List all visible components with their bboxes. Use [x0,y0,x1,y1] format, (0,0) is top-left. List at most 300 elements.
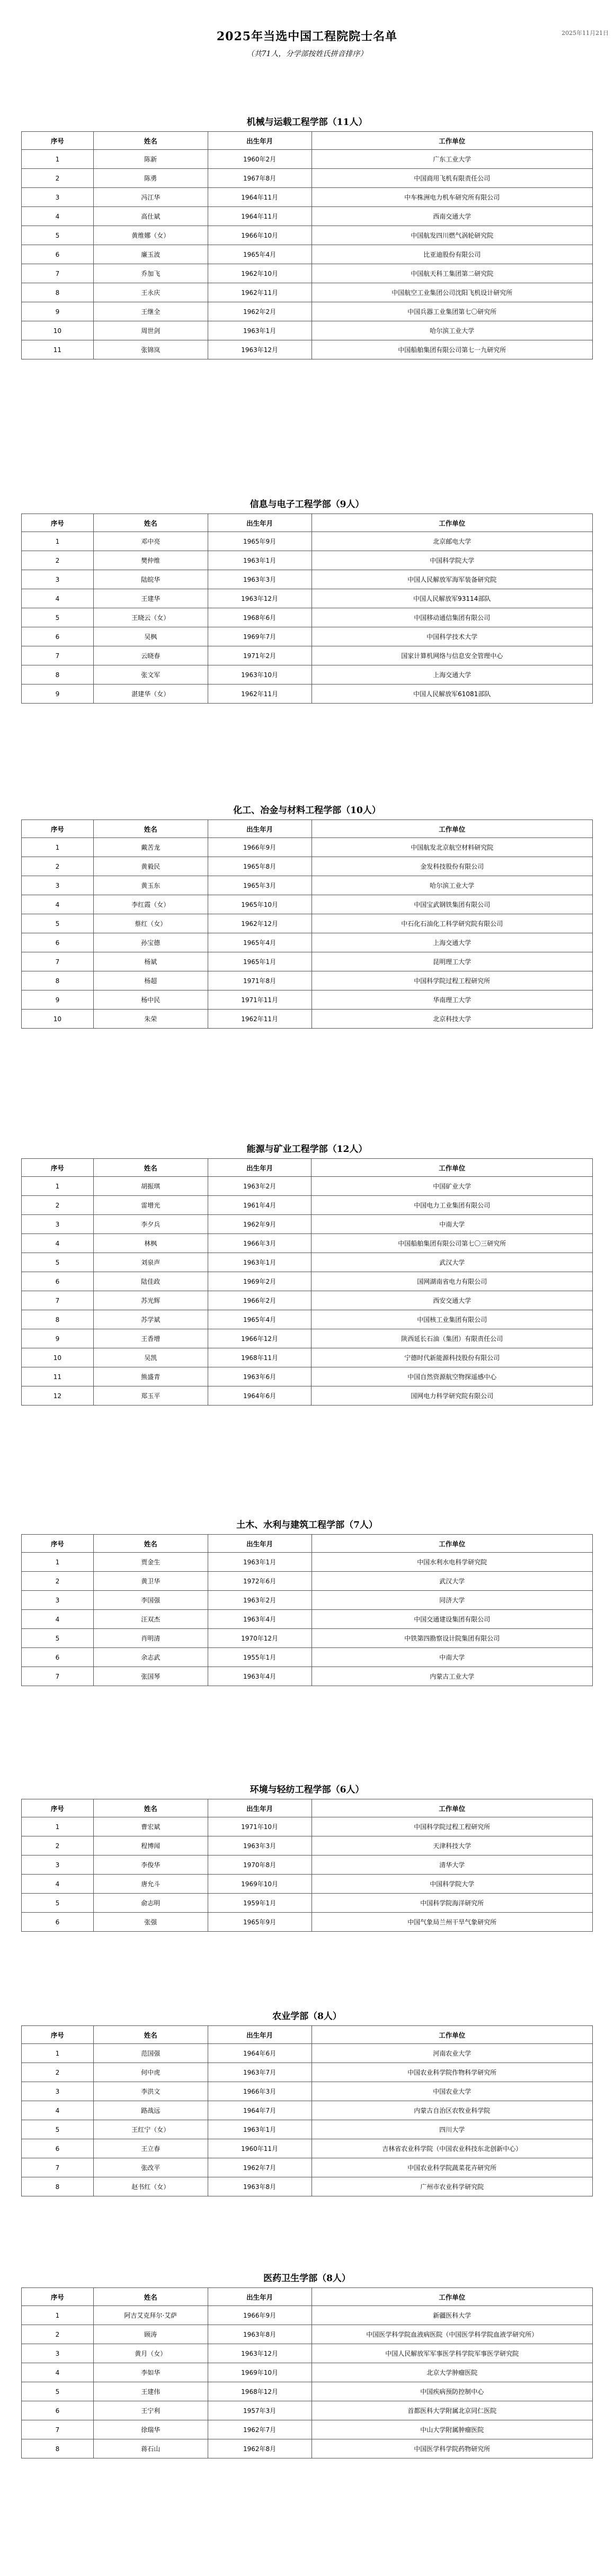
cell-index: 1 [22,1553,94,1572]
section-title: 农业学部（8人） [272,2011,342,2022]
cell-affiliation: 华南理工大学 [312,990,592,1010]
cell-birth: 1972年6月 [208,1572,312,1591]
cell-birth: 1965年8月 [208,857,312,876]
table-row [22,1367,593,1386]
header-index: 序号 [22,132,94,150]
cell-birth: 1963年3月 [208,570,312,589]
cell-index: 8 [22,971,94,990]
academician-table [21,131,593,359]
section-title: 信息与电子工程学部（9人） [250,499,364,510]
cell-index: 10 [22,1010,94,1029]
table-row [22,1875,593,1894]
cell-affiliation: 中国船舶集团有限公司第七一九研究所 [312,340,592,359]
cell-birth: 1962年9月 [208,1215,312,1234]
table-row [22,2120,593,2139]
cell-index: 3 [22,188,94,207]
table-header-row [22,2026,593,2044]
header-index: 序号 [22,2026,94,2044]
cell-birth: 1965年4月 [208,245,312,264]
cell-index: 2 [22,2063,94,2082]
cell-birth: 1963年8月 [208,2177,312,2196]
cell-affiliation: 中南大学 [312,1648,593,1667]
table-row [22,895,593,914]
cell-name: 苏学斌 [93,1310,208,1329]
cell-name: 俞志明 [93,1894,208,1913]
table-row [22,169,593,188]
cell-index: 5 [22,2382,94,2401]
cell-birth: 1966年2月 [208,1291,312,1310]
cell-birth: 1963年12月 [208,2344,312,2363]
section-title: 土木、水利与建筑工程学部（7人） [236,1520,378,1530]
cell-birth: 1965年4月 [208,1310,312,1329]
cell-birth: 1963年4月 [208,1610,312,1629]
cell-index: 6 [22,1272,94,1291]
cell-index: 10 [22,1348,94,1367]
cell-name: 黄毅民 [93,857,208,876]
table-row [22,627,593,646]
table-row [22,1817,593,1836]
academician-table [21,1158,593,1406]
table-row [22,1894,593,1913]
table-row [22,990,593,1010]
table-row [22,1591,593,1610]
cell-index: 8 [22,665,94,684]
cell-affiliation: 中国航空工业集团公司沈阳飞机设计研究所 [312,283,592,302]
cell-birth: 1966年9月 [208,838,312,857]
header-index: 序号 [22,820,94,838]
section-3 [21,801,593,1029]
cell-affiliation: 中国科学院海洋研究所 [312,1894,593,1913]
table-row [22,1667,593,1686]
cell-birth: 1961年4月 [208,1196,312,1215]
cell-name: 黄月（女） [93,2344,208,2363]
cell-index: 4 [22,589,94,608]
cell-name: 汪双杰 [93,1610,208,1629]
cell-birth: 1962年7月 [208,2158,312,2177]
section-title: 机械与运载工程学部（11人） [246,117,368,128]
cell-birth: 1955年1月 [208,1648,312,1667]
table-row [22,264,593,283]
cell-index: 8 [22,2177,94,2196]
cell-name: 李俊华 [93,1856,208,1875]
table-row [22,321,593,340]
cell-name: 贾金生 [93,1553,208,1572]
cell-name: 廉玉波 [93,245,208,264]
cell-birth: 1965年4月 [208,933,312,952]
cell-birth: 1969年10月 [208,1875,312,1894]
cell-index: 4 [22,895,94,914]
cell-birth: 1962年11月 [208,283,312,302]
cell-affiliation: 中南大学 [312,1215,593,1234]
table-row [22,340,593,359]
cell-name: 阿吉艾克拜尔·艾萨 [93,2306,208,2325]
section-5 [21,1516,593,1686]
cell-name: 樊仲维 [93,551,208,570]
cell-affiliation: 中国电力工业集团有限公司 [312,1196,593,1215]
cell-affiliation: 哈尔滨工业大学 [312,876,592,895]
cell-name: 吴凯 [93,1348,208,1367]
cell-name: 唐允斗 [93,1875,208,1894]
cell-affiliation: 昆明理工大学 [312,952,592,971]
cell-affiliation: 中国农业科学院作物科学研究所 [312,2063,593,2082]
cell-name: 程博闻 [93,1836,208,1856]
cell-index: 1 [22,2306,94,2325]
cell-birth: 1968年11月 [208,1348,312,1367]
table-row [22,2082,593,2101]
cell-birth: 1971年10月 [208,1817,312,1836]
cell-birth: 1963年8月 [208,2325,312,2344]
cell-birth: 1962年8月 [208,2439,312,2458]
cell-index: 3 [22,1856,94,1875]
header-affiliation: 工作单位 [312,1535,593,1553]
cell-affiliation: 北京邮电大学 [312,532,593,551]
cell-name: 熊盛青 [93,1367,208,1386]
cell-index: 6 [22,933,94,952]
cell-affiliation: 中国人民解放军军事医学科学院军事医学研究院 [312,2344,593,2363]
cell-affiliation: 广州市农业科学研究院 [312,2177,593,2196]
header-birth: 出生年月 [208,2288,312,2306]
cell-index: 3 [22,1591,94,1610]
cell-affiliation: 中国人民解放军61081部队 [312,684,593,704]
cell-affiliation: 西南交通大学 [312,207,592,226]
cell-birth: 1962年11月 [208,1010,312,1029]
cell-birth: 1963年2月 [208,1177,312,1196]
header-name: 姓名 [93,2288,208,2306]
cell-name: 蒋石山 [93,2439,208,2458]
cell-name: 王晓云（女） [93,608,208,627]
cell-name: 张锦岚 [93,340,208,359]
section-title: 环境与轻纺工程学部（6人） [250,1785,364,1795]
table-header-row [22,2288,593,2306]
document-title: 2025年当选中国工程院院士名单 [216,30,398,43]
table-row [22,857,593,876]
cell-birth: 1968年6月 [208,608,312,627]
cell-name: 吴枫 [93,627,208,646]
cell-affiliation: 中国自然资源航空物探遥感中心 [312,1367,593,1386]
cell-birth: 1965年10月 [208,895,312,914]
cell-affiliation: 中国医学科学院血液病医院（中国医学科学院血液学研究所） [312,2325,593,2344]
table-row [22,2177,593,2196]
cell-index: 7 [22,264,94,283]
cell-birth: 1966年9月 [208,2306,312,2325]
table-row [22,532,593,551]
table-header-row [22,1535,593,1553]
header-affiliation: 工作单位 [312,2026,593,2044]
academician-table [21,2287,593,2458]
cell-name: 张文军 [93,665,208,684]
cell-birth: 1971年11月 [208,990,312,1010]
cell-affiliation: 中石化石油化工科学研究院有限公司 [312,914,592,933]
table-row [22,1234,593,1253]
cell-index: 8 [22,283,94,302]
cell-index: 3 [22,570,94,589]
cell-name: 黄玉东 [93,876,208,895]
section-7 [21,2007,593,2196]
header-name: 姓名 [93,514,208,532]
cell-index: 2 [22,2325,94,2344]
header-affiliation: 工作单位 [312,1799,593,1817]
cell-index: 9 [22,684,94,704]
cell-index: 2 [22,1572,94,1591]
date-stamp: 2025年11月21日 [562,30,609,37]
cell-name: 张改平 [93,2158,208,2177]
cell-index: 5 [22,1894,94,1913]
cell-affiliation: 中车株洲电力机车研究所有限公司 [312,188,592,207]
cell-index: 5 [22,1629,94,1648]
cell-birth: 1968年12月 [208,2382,312,2401]
cell-name: 孙宝德 [93,933,208,952]
cell-birth: 1970年8月 [208,1856,312,1875]
cell-name: 肖明清 [93,1629,208,1648]
cell-name: 何中虎 [93,2063,208,2082]
cell-affiliation: 同济大学 [312,1591,593,1610]
academician-table [21,1799,593,1932]
cell-affiliation: 四川大学 [312,2120,593,2139]
cell-birth: 1966年10月 [208,226,312,245]
header-index: 序号 [22,1535,94,1553]
table-row [22,971,593,990]
cell-index: 1 [22,2044,94,2063]
cell-birth: 1957年3月 [208,2401,312,2420]
cell-index: 3 [22,2082,94,2101]
cell-affiliation: 中国农业大学 [312,2082,593,2101]
cell-affiliation: 吉林省农业科学院（中国农业科技东北创新中心） [312,2139,593,2158]
table-row [22,914,593,933]
cell-birth: 1965年1月 [208,952,312,971]
table-row [22,589,593,608]
table-row [22,1272,593,1291]
cell-affiliation: 国网电力科学研究院有限公司 [312,1386,593,1406]
cell-birth: 1965年9月 [208,1913,312,1932]
cell-affiliation: 上海交通大学 [312,933,592,952]
cell-name: 赵书红（女） [93,2177,208,2196]
table-header-row [22,1159,593,1177]
cell-birth: 1962年11月 [208,684,312,704]
table-header-row [22,820,593,838]
cell-birth: 1966年3月 [208,2082,312,2101]
table-row [22,226,593,245]
table-row [22,2044,593,2063]
cell-index: 9 [22,302,94,321]
table-row [22,1329,593,1348]
cell-birth: 1965年9月 [208,532,312,551]
table-row [22,1648,593,1667]
table-header-row [22,132,593,150]
cell-index: 5 [22,226,94,245]
cell-index: 1 [22,150,94,169]
table-row [22,1010,593,1029]
table-row [22,2325,593,2344]
table-row [22,2063,593,2082]
cell-birth: 1970年12月 [208,1629,312,1648]
cell-birth: 1962年12月 [208,914,312,933]
table-row [22,2420,593,2439]
cell-name: 刘泉声 [93,1253,208,1272]
table-row [22,684,593,704]
cell-birth: 1963年1月 [208,1553,312,1572]
header-affiliation: 工作单位 [312,1159,593,1177]
cell-index: 6 [22,627,94,646]
cell-affiliation: 中铁第四勘察设计院集团有限公司 [312,1629,593,1648]
cell-birth: 1963年1月 [208,2120,312,2139]
table-row [22,1291,593,1310]
cell-affiliation: 中国船舶集团有限公司第七〇三研究所 [312,1234,593,1253]
cell-name: 冯江华 [93,188,208,207]
table-row [22,2344,593,2363]
cell-index: 1 [22,1817,94,1836]
cell-birth: 1963年12月 [208,589,312,608]
cell-index: 11 [22,340,94,359]
table-row [22,2158,593,2177]
cell-name: 郑玉平 [93,1386,208,1406]
cell-affiliation: 中国航发北京航空材料研究院 [312,838,592,857]
cell-affiliation: 上海交通大学 [312,665,593,684]
table-row [22,933,593,952]
cell-name: 张强 [93,1913,208,1932]
cell-name: 云晓春 [93,646,208,665]
cell-affiliation: 中国人民解放军93114部队 [312,589,593,608]
table-header-row [22,514,593,532]
cell-name: 王立春 [93,2139,208,2158]
cell-name: 陆皖华 [93,570,208,589]
cell-index: 4 [22,207,94,226]
section-title: 化工、冶金与材料工程学部（10人） [233,805,381,816]
table-row [22,2139,593,2158]
cell-index: 4 [22,1234,94,1253]
cell-name: 徐瑞华 [93,2420,208,2439]
cell-affiliation: 中国人民解放军海军装备研究院 [312,570,593,589]
cell-affiliation: 河南农业大学 [312,2044,593,2063]
cell-index: 2 [22,551,94,570]
cell-affiliation: 清华大学 [312,1856,593,1875]
table-row [22,1836,593,1856]
cell-affiliation: 宁德时代新能源科技股份有限公司 [312,1348,593,1367]
cell-birth: 1971年2月 [208,646,312,665]
cell-birth: 1963年1月 [208,1253,312,1272]
header-birth: 出生年月 [208,820,312,838]
academician-table [21,514,593,704]
cell-index: 6 [22,2401,94,2420]
cell-name: 陆佳政 [93,1272,208,1291]
cell-affiliation: 金发科技股份有限公司 [312,857,592,876]
cell-index: 7 [22,2420,94,2439]
cell-index: 3 [22,2344,94,2363]
table-row [22,1610,593,1629]
cell-index: 6 [22,2139,94,2158]
cell-affiliation: 中国水利水电科学研究院 [312,1553,593,1572]
cell-affiliation: 中国农业科学院蔬菜花卉研究所 [312,2158,593,2177]
cell-index: 8 [22,2439,94,2458]
table-row [22,2101,593,2120]
cell-affiliation: 哈尔滨工业大学 [312,321,592,340]
cell-affiliation: 国家计算机网络与信息安全管理中心 [312,646,593,665]
cell-name: 邓中亮 [93,532,208,551]
cell-name: 蔡红（女） [93,914,208,933]
cell-index: 3 [22,1215,94,1234]
cell-affiliation: 国网湖南省电力有限公司 [312,1272,593,1291]
table-row [22,2363,593,2382]
cell-index: 10 [22,321,94,340]
table-row [22,1177,593,1196]
header-affiliation: 工作单位 [312,514,593,532]
academician-table [21,819,593,1029]
table-row [22,1553,593,1572]
table-row [22,1913,593,1932]
cell-index: 9 [22,1329,94,1348]
cell-name: 路战远 [93,2101,208,2120]
cell-birth: 1964年6月 [208,1386,312,1406]
cell-index: 1 [22,532,94,551]
cell-name: 戴苦龙 [93,838,208,857]
cell-birth: 1963年4月 [208,1667,312,1686]
cell-birth: 1963年3月 [208,1836,312,1856]
cell-affiliation: 比亚迪股份有限公司 [312,245,592,264]
header-name: 姓名 [93,820,208,838]
cell-birth: 1964年11月 [208,207,312,226]
cell-affiliation: 广东工业大学 [312,150,592,169]
section-1 [21,113,593,359]
header-birth: 出生年月 [208,1535,312,1553]
cell-index: 7 [22,952,94,971]
cell-affiliation: 内蒙古工业大学 [312,1667,593,1686]
cell-birth: 1963年6月 [208,1367,312,1386]
cell-index: 7 [22,2158,94,2177]
cell-name: 杨中民 [93,990,208,1010]
table-row [22,283,593,302]
table-row [22,207,593,226]
cell-affiliation: 中国科学院大学 [312,1875,593,1894]
cell-index: 4 [22,1875,94,1894]
cell-name: 雷增光 [93,1196,208,1215]
table-row [22,188,593,207]
cell-birth: 1964年7月 [208,2101,312,2120]
cell-birth: 1969年10月 [208,2363,312,2382]
cell-index: 12 [22,1386,94,1406]
header-name: 姓名 [93,1535,208,1553]
cell-name: 李夕兵 [93,1215,208,1234]
header-name: 姓名 [93,1799,208,1817]
cell-affiliation: 陕西延长石油（集团）有限责任公司 [312,1329,593,1348]
section-title: 能源与矿业工程学部（12人） [246,1144,368,1155]
cell-name: 王继全 [93,302,208,321]
cell-affiliation: 新疆医科大学 [312,2306,593,2325]
table-row [22,150,593,169]
header-name: 姓名 [93,2026,208,2044]
cell-birth: 1962年2月 [208,302,312,321]
section-2 [21,496,593,704]
document-subtitle: （共71人，分学部按姓氏拼音排序） [246,50,368,58]
table-row [22,876,593,895]
cell-name: 王建华 [93,589,208,608]
table-row [22,1348,593,1367]
cell-index: 6 [22,1913,94,1932]
cell-index: 4 [22,2101,94,2120]
cell-birth: 1960年11月 [208,2139,312,2158]
cell-birth: 1960年2月 [208,150,312,169]
cell-birth: 1962年7月 [208,2420,312,2439]
cell-name: 王香增 [93,1329,208,1348]
cell-affiliation: 中国科学院过程工程研究所 [312,1817,593,1836]
table-row [22,2439,593,2458]
cell-affiliation: 首都医科大学附属北京同仁医院 [312,2401,593,2420]
cell-name: 朱荣 [93,1010,208,1029]
table-row [22,646,593,665]
cell-name: 李洪文 [93,2082,208,2101]
cell-birth: 1969年7月 [208,627,312,646]
cell-affiliation: 内蒙古自治区农牧业科学院 [312,2101,593,2120]
cell-name: 陈勇 [93,169,208,188]
cell-index: 1 [22,838,94,857]
